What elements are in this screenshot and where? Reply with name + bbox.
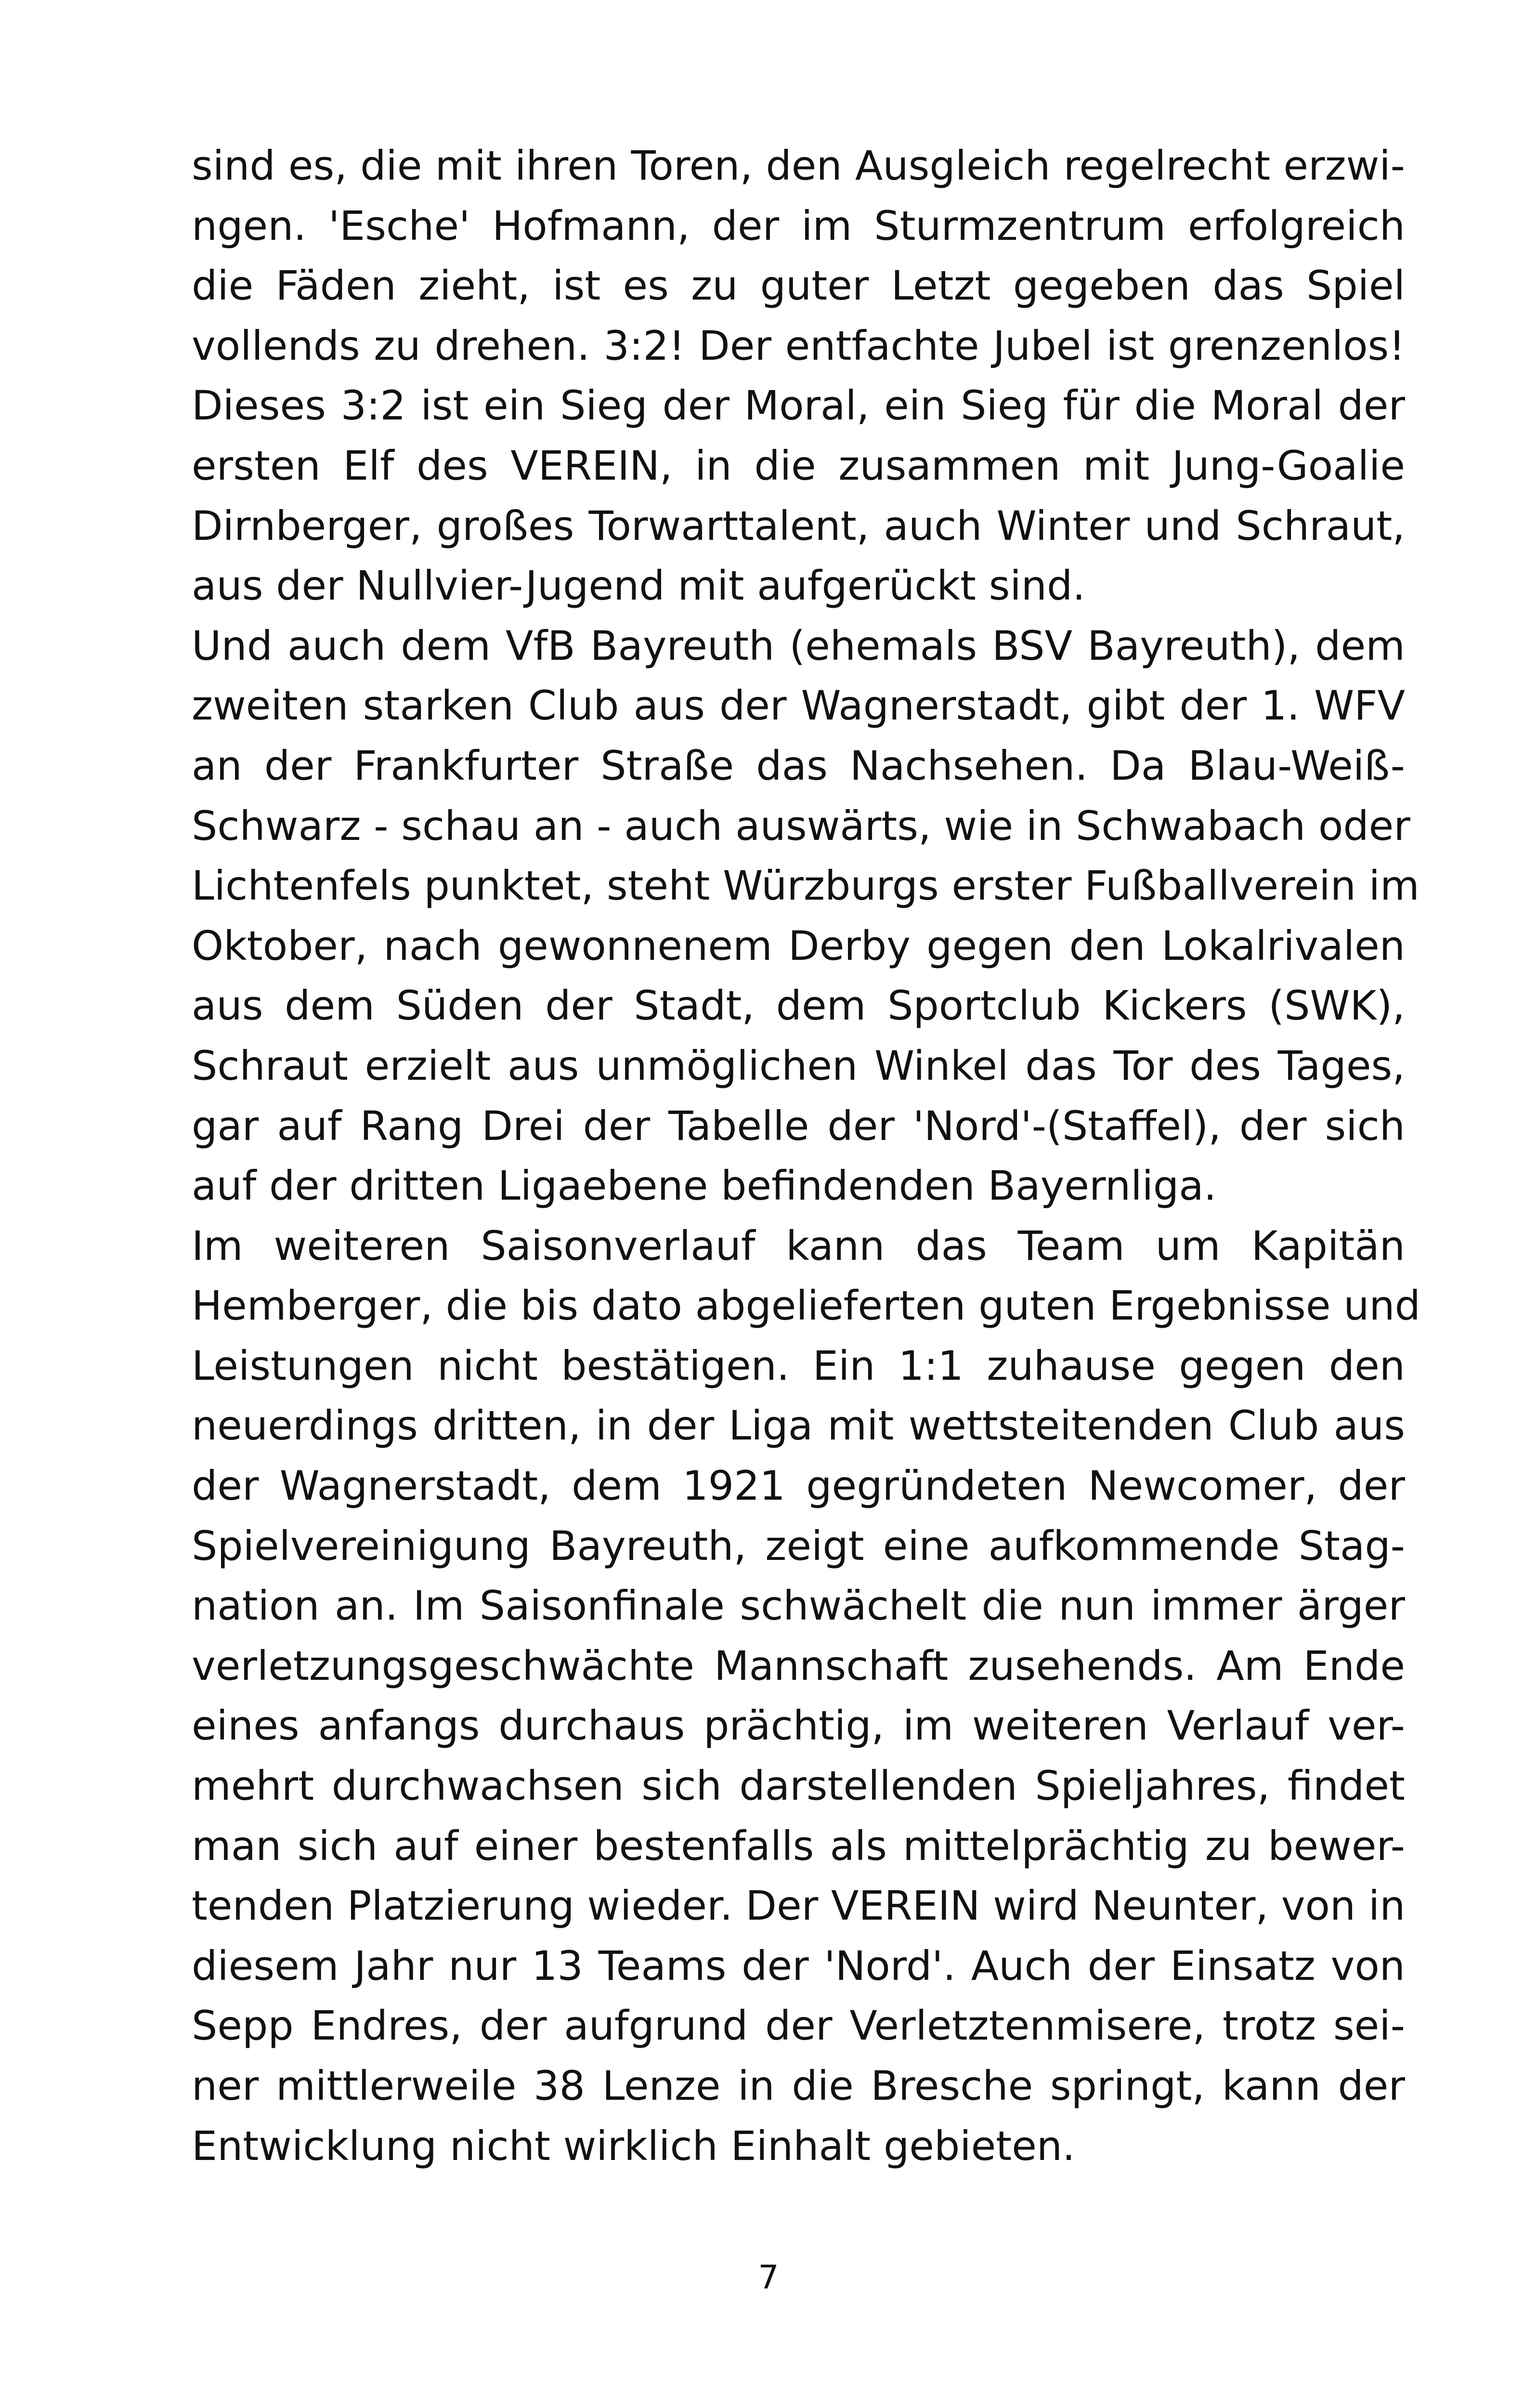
text-line: die Fäden zieht, ist es zu guter Letzt gegeben das Spiel bbox=[192, 262, 1405, 310]
text-line: verletzungsgeschwächte Mannschaft zusehends. Am Ende bbox=[192, 1642, 1405, 1689]
text-line: Schwarz - schau an - auch auswärts, wie in Schwabach oder bbox=[192, 802, 1410, 850]
text-line: ersten Elf des VEREIN, in die zusammen mit Jung-Goalie bbox=[192, 442, 1405, 489]
text-line: vollends zu drehen. 3:2! Der entfachte Jubel ist grenzenlos! bbox=[192, 322, 1405, 369]
text-line: nation an. Im Saisonfinale schwächelt die nun immer ärger bbox=[192, 1582, 1405, 1630]
text-line: ner mittlerweile 38 Lenze in die Bresche springt, kann der bbox=[192, 2062, 1405, 2109]
text-line: Spielvereinigung Bayreuth, zeigt eine aufkommende Stag- bbox=[192, 1522, 1405, 1570]
text-line: Schraut erzielt aus unmöglichen Winkel das Tor des Tages, bbox=[192, 1042, 1405, 1089]
text-line: neuerdings dritten, in der Liga mit wettsteitenden Club aus bbox=[192, 1402, 1405, 1450]
text-line: Hemberger, die bis dato abgelieferten guten Ergebnisse und bbox=[192, 1282, 1420, 1330]
text-line: mehrt durchwachsen sich darstellenden Spieljahres, findet bbox=[192, 1762, 1405, 1810]
text-line: der Wagnerstadt, dem 1921 gegründeten Newcomer, der bbox=[192, 1462, 1405, 1510]
text-line: Dirnberger, großes Torwarttalent, auch Winter und Schraut, bbox=[192, 502, 1405, 550]
text-line: auf der dritten Ligaebene befindenden Bayernliga. bbox=[192, 1162, 1217, 1210]
text-line: Oktober, nach gewonnenem Derby gegen den Lokalrivalen bbox=[192, 922, 1405, 969]
text-line: Leistungen nicht bestätigen. Ein 1:1 zuhause gegen den bbox=[192, 1342, 1405, 1389]
text-line: Entwicklung nicht wirklich Einhalt gebieten. bbox=[192, 2122, 1075, 2170]
text-line: an der Frankfurter Straße das Nachsehen. Da Blau-Weiß- bbox=[192, 742, 1405, 789]
text-line: aus dem Süden der Stadt, dem Sportclub Kickers (SWK), bbox=[192, 982, 1405, 1030]
text-line: Und auch dem VfB Bayreuth (ehemals BSV Bayreuth), dem bbox=[192, 622, 1405, 669]
text-line: Dieses 3:2 ist ein Sieg der Moral, ein Sieg für die Moral der bbox=[192, 382, 1405, 430]
text-line: diesem Jahr nur 13 Teams der 'Nord'. Auch der Einsatz von bbox=[192, 1942, 1405, 1989]
text-line: ngen. 'Esche' Hofmann, der im Sturmzentrum erfolgreich bbox=[192, 202, 1405, 249]
body-text bbox=[192, 136, 1420, 2176]
page-number: 7 bbox=[758, 2259, 779, 2297]
text-line: eines anfangs durchaus prächtig, im weiteren Verlauf ver- bbox=[192, 1702, 1405, 1750]
text-line: man sich auf einer bestenfalls als mittelprächtig zu bewer- bbox=[192, 1822, 1405, 1870]
text-line: Im weiteren Saisonverlauf kann das Team um Kapitän bbox=[192, 1222, 1405, 1269]
text-line: gar auf Rang Drei der Tabelle der 'Nord'-(Staffel), der sich bbox=[192, 1102, 1405, 1150]
text-line: tenden Platzierung wieder. Der VEREIN wird Neunter, von in bbox=[192, 1882, 1406, 1930]
text-line: sind es, die mit ihren Toren, den Ausgleich regelrecht erzwi- bbox=[192, 142, 1405, 189]
text-line: zweiten starken Club aus der Wagnerstadt, gibt der 1. WFV bbox=[192, 682, 1405, 730]
text-line: Sepp Endres, der aufgrund der Verletztenmisere, trotz sei- bbox=[192, 2002, 1405, 2050]
text-line: Lichtenfels punktet, steht Würzburgs erster Fußballverein im bbox=[192, 862, 1420, 910]
text-line: aus der Nullvier-Jugend mit aufgerückt sind. bbox=[192, 562, 1085, 610]
